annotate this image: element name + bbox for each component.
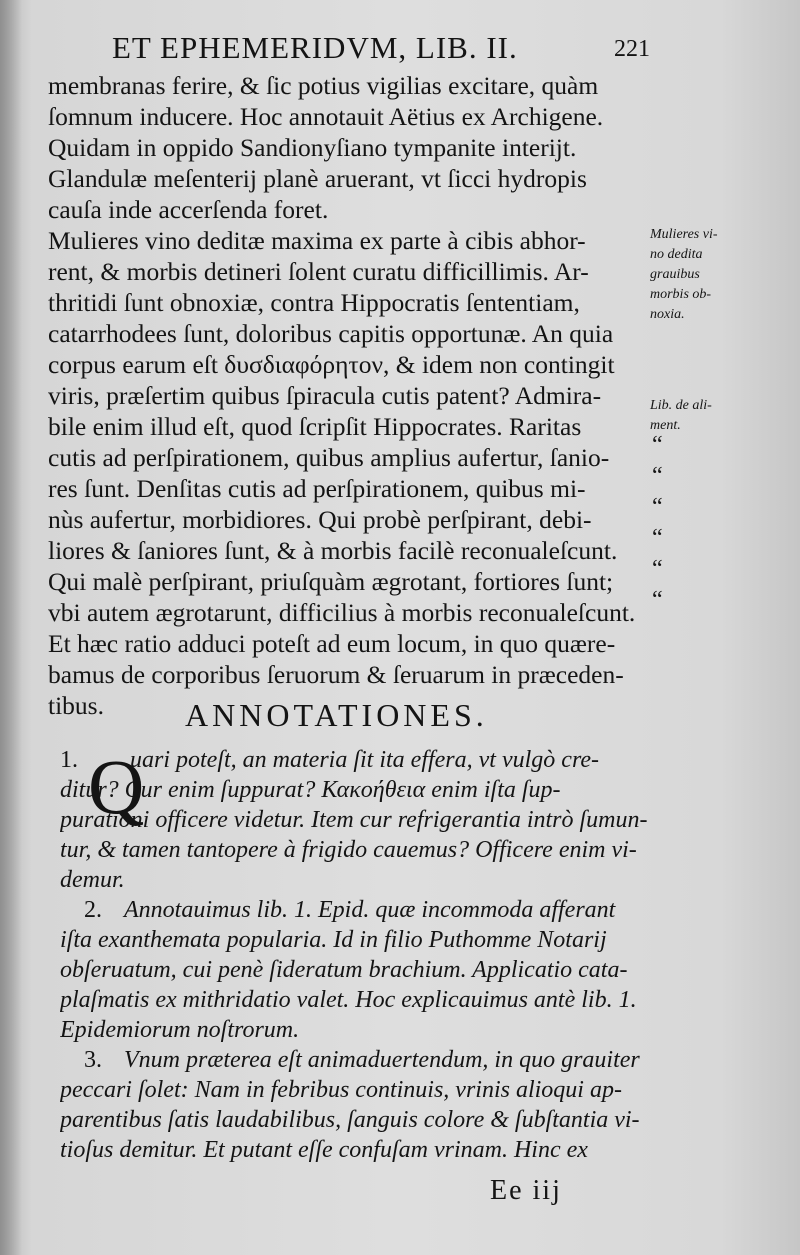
text-line: thritidi ſunt obnoxiæ, contra Hippocratis ſententiam,	[48, 288, 580, 317]
annotations-block	[60, 745, 652, 1165]
annotation-line	[60, 775, 652, 805]
margin-notes	[650, 225, 790, 369]
quote-mark: “	[652, 463, 663, 489]
annotation-line	[60, 805, 652, 835]
annotation-line	[60, 1135, 652, 1165]
annotation-text: plaſmatis ex mithridatio valet. Hoc explicauimus antè lib. 1.	[60, 987, 637, 1013]
quotation-marks-column	[652, 430, 682, 616]
annotation-line	[60, 895, 652, 925]
annotation-line	[60, 745, 652, 775]
margin-note-line: Lib. de ali-	[650, 398, 712, 413]
text-line: Quidam in oppido Sandionyſiano tympanite interijt.	[48, 133, 577, 162]
quote-mark: “	[652, 494, 663, 520]
text-line: Mulieres vino deditæ maxima ex parte à cibis abhor-	[48, 226, 586, 255]
annotation-text: iſta exanthemata popularia. Id in filio Puthomme Notarij	[60, 927, 607, 953]
text-line: bile enim illud eſt, quod ſcripſit Hippocrates. Raritas	[48, 412, 582, 441]
quote-mark: “	[652, 525, 663, 551]
text-line: Glandulæ meſenterij planè aruerant, vt ſicci hydropis	[48, 164, 587, 193]
text-line: vbi autem ægrotarunt, difficilius à morbis reconualeſcunt.	[48, 598, 636, 627]
annotation-text: ditur? Cur enim ſuppurat? Κακοήθεια enim iſta ſup-	[60, 777, 561, 803]
annotation-line	[60, 955, 652, 985]
annotation-line	[60, 1075, 652, 1105]
text-line: Qui malè perſpirant, priuſquàm ægrotant, fortiores ſunt;	[48, 567, 614, 596]
margin-note-line: grauibus	[650, 267, 700, 282]
annotation-text: Vnum præterea eſt animaduertendum, in quo grauiter	[124, 1047, 640, 1073]
text-line: membranas ferire, & ſic potius vigilias excitare, quàm	[48, 71, 599, 100]
text-line: Et hæc ratio adduci poteſt ad eum locum, in quo quære-	[48, 629, 616, 658]
quote-mark: “	[652, 587, 663, 613]
text-line: viris, præſertim quibus ſpiracula cutis patent? Admira-	[48, 381, 602, 410]
annotation-text: obſeruatum, cui penè ſideratum brachium. Applicatio cata-	[60, 957, 628, 983]
annotation-text: demur.	[60, 867, 125, 893]
annotation-line	[60, 925, 652, 955]
annotation-text: uari poteſt, an materia ſit ita efferа, vt vulgò cre-	[130, 747, 600, 773]
annotation-line	[60, 865, 652, 895]
annotation-number: 2.	[84, 897, 102, 923]
annotation-line	[60, 1105, 652, 1135]
text-line: corpus earum eſt δυσδιαφόρητον, & idem non contingit	[48, 350, 615, 379]
text-line: res ſunt. Denſitas cutis ad perſpirationem, quibus mi-	[48, 474, 586, 503]
signature-mark: Ee iij	[490, 1175, 562, 1206]
annotation-text: Annotauimus lib. 1. Epid. quæ incommoda afferant	[124, 897, 616, 923]
annotation-number: 3.	[84, 1047, 102, 1073]
annotation-text: tioſus demitur. Et putant eſſe confuſam vrinam. Hinc ex	[60, 1137, 588, 1163]
annotation-text: purationi officere videtur. Item cur refrigerantia intrò ſumun-	[60, 807, 648, 833]
margin-note-line: no dedita	[650, 247, 703, 262]
text-line: liores & ſaniores ſunt, & à morbis facilè reconualeſcunt.	[48, 536, 618, 565]
margin-note-line: ment.	[650, 418, 681, 433]
text-line: ſomnum inducere. Hoc annotauit Aëtius ex Archigene.	[48, 102, 604, 131]
drop-cap: Q	[88, 743, 145, 830]
annotation-text: tur, & tamen tantopere à frigido cauemus? Officere enim vi-	[60, 837, 637, 863]
annotation-text: Epidemiorum noſtrorum.	[60, 1017, 300, 1043]
text-line: cutis ad perſpirationem, quibus amplius aufertur, ſanio-	[48, 443, 610, 472]
annotation-text: peccari ſolet: Nam in febribus continuis, vrinis alioqui ap-	[60, 1077, 622, 1103]
margin-note-line: morbis ob-	[650, 287, 712, 302]
annotation-line	[60, 835, 652, 865]
margin-note-line: noxia.	[650, 307, 685, 322]
page-number: 221	[614, 36, 650, 62]
main-text-block	[48, 70, 648, 721]
annotation-line	[60, 1015, 652, 1045]
margin-note-line: Mulieres vi-	[650, 227, 718, 242]
text-line: rent, & morbis detineri ſolent curatu difficillimis. Ar-	[48, 257, 589, 286]
annotations-heading: ANNOTATIONES.	[185, 697, 488, 733]
running-head: ET EPHEMERIDVM, LIB. II.	[112, 30, 518, 65]
gutter-shadow	[0, 0, 22, 1255]
annotation-text: parentibus ſatis laudabilibus, ſanguis colore & ſubſtantia vi-	[60, 1107, 640, 1133]
page-header	[0, 30, 800, 70]
annotation-number: 1.	[60, 747, 78, 773]
text-line: cauſa inde accerſenda foret.	[48, 195, 329, 224]
annotation-line	[60, 1045, 652, 1075]
quote-mark: “	[652, 432, 663, 458]
quote-mark: “	[652, 556, 663, 582]
text-line: bamus de corporibus ſeruorum & ſeruarum in præceden-	[48, 660, 624, 689]
annotation-line	[60, 985, 652, 1015]
text-line: catarrhodees ſunt, doloribus capitis opportunæ. An quia	[48, 319, 614, 348]
text-line: nùs aufertur, morbidiores. Qui probè perſpirant, debi-	[48, 505, 592, 534]
text-line: tibus.	[48, 691, 104, 720]
margin-note-mulieres	[650, 225, 790, 325]
